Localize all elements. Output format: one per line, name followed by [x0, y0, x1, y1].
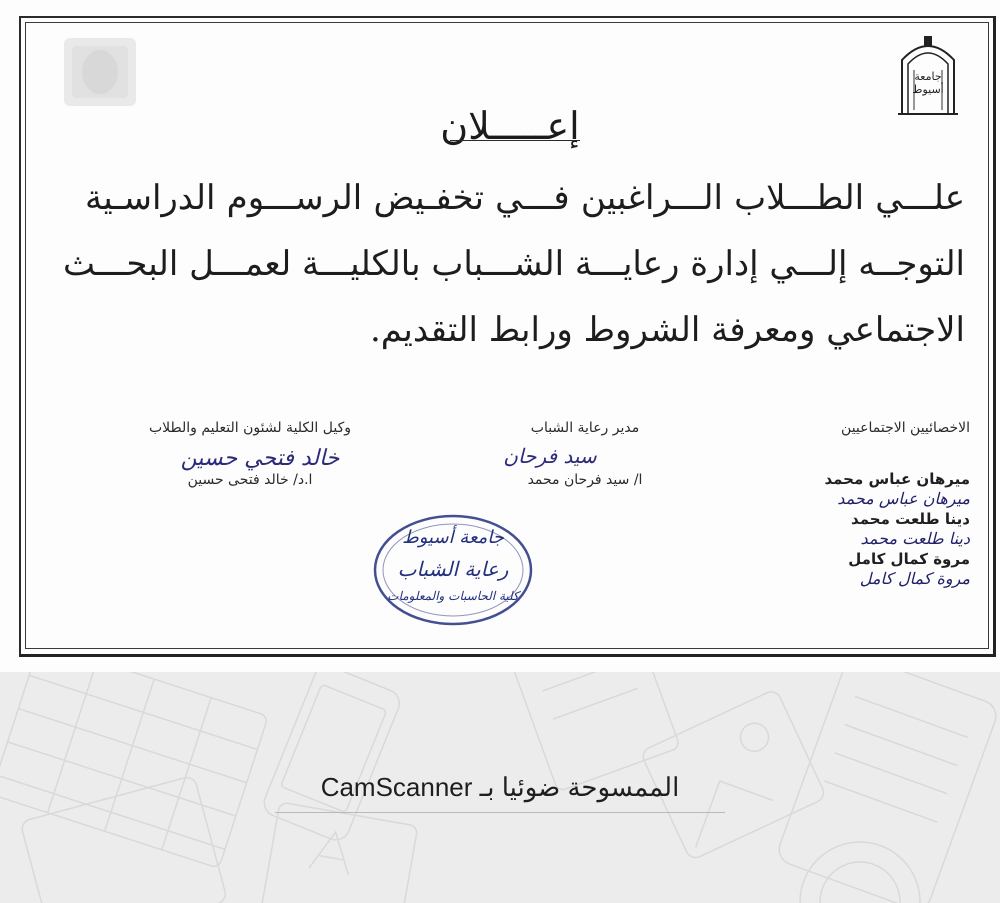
camscanner-watermark: الممسوحة ضوئيا بـ CamScanner: [320, 772, 680, 802]
youth-director-name: ا/ سيد فرحان محمد: [527, 472, 643, 488]
university-logo-text: جامعة أسيوط: [912, 70, 944, 96]
specialist-signature: مروة كمال كامل: [859, 569, 970, 588]
notice-line-3: الاجتماعي ومعرفة الشروط ورابط التقديم.: [369, 310, 965, 350]
specialist-name: مروة كمال كامل: [848, 550, 970, 568]
stamp-line-1: جامعة أسيوط: [402, 527, 504, 548]
notice-line-1: علـــي الطـــلاب الـــراغبين فـــي تخفـيض الرســـوم الدراسـية: [85, 178, 965, 218]
vice-dean-title: وكيل الكلية لشئون التعليم والطلاب: [148, 420, 352, 436]
notice-line-2: التوجــه إلـــي إدارة رعايـــة الشـــباب بالكليـــة لعمـــل البحـــث: [63, 244, 965, 284]
watermark-underline: [275, 812, 725, 813]
stamp-line-2: رعاية الشباب: [397, 557, 509, 581]
stamp-line-3: كلية الحاسبات والمعلومات: [387, 589, 519, 603]
list-item: [770, 510, 970, 550]
list-item: [770, 550, 970, 590]
specialist-name: دينا طلعت محمد: [851, 510, 970, 528]
youth-director-signature: سيد فرحان: [503, 444, 597, 468]
camscanner-footer: [0, 672, 1000, 903]
list-item: [770, 470, 970, 510]
title-underline: [450, 140, 580, 141]
vice-dean-name: ا.د/ خالد فتحى حسين: [187, 472, 313, 488]
specialist-name: ميرهان عباس محمد: [824, 470, 970, 488]
specialist-signature: ميرهان عباس محمد: [837, 489, 970, 508]
specialists-list: [770, 470, 970, 590]
specialists-column: [770, 420, 970, 436]
faded-mark-icon: [60, 34, 140, 110]
specialists-title: الاخصائيين الاجتماعيين: [841, 420, 970, 436]
specialist-signature: دينا طلعت محمد: [860, 529, 970, 548]
vice-dean-signature: خالد فتحي حسين: [180, 446, 340, 471]
official-stamp: [372, 513, 534, 627]
notice-title: إعـــــلان: [440, 104, 580, 148]
youth-director-title: مدير رعاية الشباب: [530, 420, 640, 436]
